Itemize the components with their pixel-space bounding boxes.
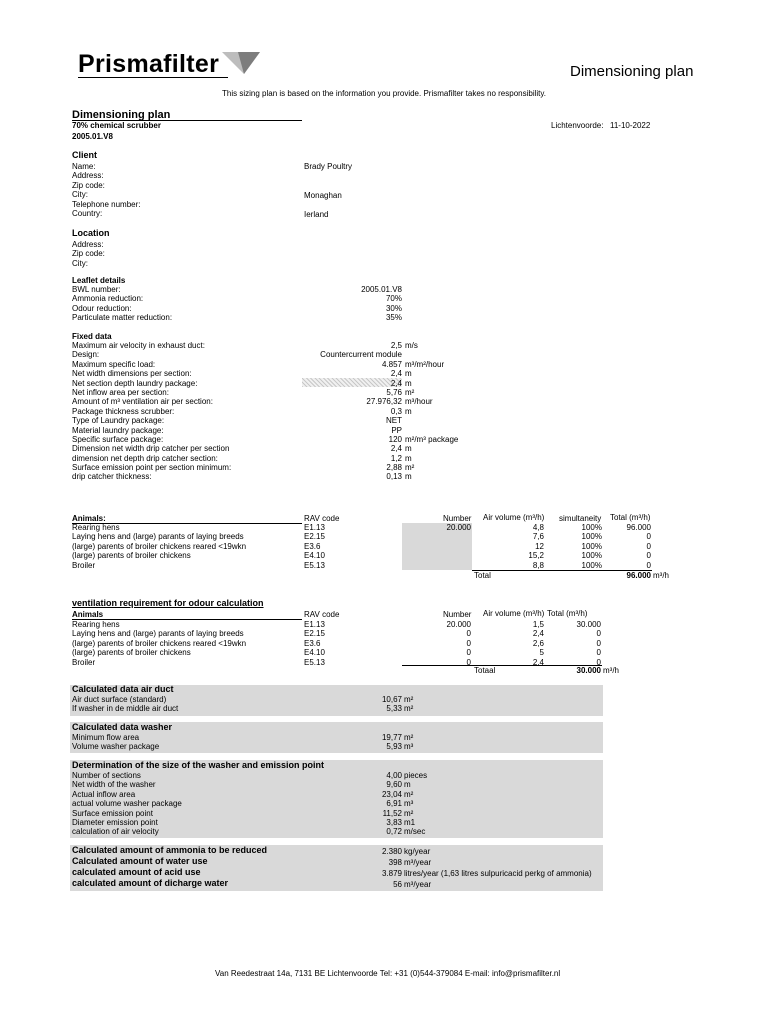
animal-sim: 100% [581,523,602,532]
amount-label: Calculated amount of water use [72,856,208,866]
odour-air [490,620,544,667]
odour-col-air: Air volume (m³/h) [483,609,545,618]
odour-col-number: Number [443,610,472,619]
fixed-label: Dimension net width drip catcher per section [72,444,230,454]
amount-label: Calculated amount of ammonia to be reduced [72,845,268,855]
size-labels [72,771,182,837]
fixed-value: 27.976,32 [366,397,402,407]
footer-contact: Van Reedestraat 14a, 7131 BE Lichtenvoorde Tel: +31 (0)544-379084 E-mail: info@prismafilter.nl [215,969,561,978]
odour-total-label: Totaal [474,666,496,675]
animal-air: 4,8 [532,523,544,532]
odour-total-unit: m³/h [603,666,619,675]
leaflet-value: 70% [385,294,402,304]
washer-units [404,733,413,752]
odour-rav: E2.15 [304,629,325,639]
fixed-label: Material laundry package: [72,425,164,435]
odour-col-rav: RAV code [304,610,340,619]
size-unit: m [404,780,411,790]
logo-underline [78,77,228,78]
animals-col-rav: RAV code [304,514,340,523]
odour-total: 0 [596,638,601,648]
animal-rav: E5.13 [304,560,325,570]
document-title: Dimensioning plan [570,63,694,80]
animals-total-unit: m³/h [653,571,669,580]
size-value: 11,52 [382,808,402,818]
animal-name: Rearing hens [72,523,120,532]
odour-total: 0 [596,629,601,639]
disclaimer: This sizing plan is based on the information you provide. Prismafilter takes no responsibility. [222,89,547,98]
fixed-value: 5,76 [386,387,402,397]
leaflet-label: Odour reduction: [72,303,132,313]
leaflet-value: 30% [385,303,402,313]
odour-rav: E3.6 [304,638,321,648]
fixed-value: 4.857 [381,359,402,369]
fixed-label: Specific surface package: [72,434,164,444]
animal-name: (large) parents of broiler chickens [72,551,191,561]
plan-code: 2005.01.V8 [72,132,113,141]
animal-total: 96.000 [626,523,651,532]
animals-air [490,523,544,570]
client-label: City: [72,190,88,200]
location-labels [72,240,105,268]
size-units [404,771,427,837]
animal-sim: 100% [581,560,602,570]
location-date-label: Lichtenvoorde: [551,121,604,130]
odour-air: 2,4 [532,657,544,667]
odour-total: 30.000 [576,620,601,629]
odour-animal-name: Rearing hens [72,620,120,629]
animal-rav: E3.6 [304,541,321,551]
animal-air: 8,8 [532,560,544,570]
fixed-value: PP [391,425,402,435]
amount-unit: litres/year (1,63 litres sulpuricacid perkg of ammonia) [404,869,592,878]
fixed-value: 1,2 [390,453,402,463]
leaflet-label: Ammonia reduction: [72,294,144,304]
animal-rav: E1.13 [304,523,325,532]
animal-air: 12 [535,541,544,551]
client-label: Name: [72,162,96,171]
odour-total-value: 30.000 [576,666,601,675]
amount-label: calculated amount of acid use [72,867,201,877]
washer-value: 19,77 [381,733,402,742]
fixed-label: Net width dimensions per section: [72,369,192,379]
size-value: 6,91 [386,799,402,809]
amount-unit: m³/year [404,858,432,867]
amount-unit: kg/year [404,847,431,856]
fixed-value: 2,4 [390,444,402,454]
location-label: Zip code: [72,249,105,259]
size-unit: m² [404,808,414,818]
plan-date: 11-10-2022 [610,121,651,130]
client-label: Telephone number: [72,199,141,209]
size-label: Diameter emission point [72,817,158,827]
fixed-label: Maximum air velocity in exhaust duct: [72,341,205,350]
amounts-units [404,847,592,891]
fixed-unit: m [405,406,412,416]
odour-rav [304,620,325,667]
fixed-units [405,341,458,482]
client-country: Ierland [304,210,329,219]
fixed-value: 2,4 [390,378,402,388]
client-label: Zip code: [72,180,105,190]
airduct-value: 10,67 [381,695,402,704]
fixed-unit [405,350,458,359]
animal-air: 15,2 [528,551,544,561]
animals-rav [304,523,325,570]
client-city: Monaghan [304,191,342,200]
fixed-unit: m [405,472,412,482]
prism-logo-icon [222,52,262,76]
odour-animal-name: Laying hens and (large) parants of laying breeds [72,629,244,639]
animal-number [402,542,471,551]
logo-text: Prismafilter [78,50,220,78]
plan-title: Dimensioning plan [72,109,171,121]
washer-title: Calculated data washer [72,722,173,732]
size-label: Net width of the washer [72,780,156,790]
odour-number: 0 [466,629,471,639]
animal-name: (large) parents of broiler chickens reared <19wkn [72,541,247,551]
fixed-label: Amount of m³ ventilation air per section: [72,397,213,407]
odour-air: 1,5 [532,620,544,629]
size-unit: m³ [404,799,414,809]
odour-number: 0 [466,648,471,658]
amount-value: 56 [393,880,402,889]
size-label: actual volume washer package [72,799,182,809]
amount-value: 3.879 [381,869,402,878]
odour-air: 2,6 [532,638,544,648]
odour-number [402,620,471,667]
animal-sim: 100% [581,541,602,551]
airduct-title: Calculated data air duct [72,684,174,694]
fixed-value: Countercurrent module [320,350,402,360]
airduct-values [350,695,402,714]
washer-values [350,733,402,752]
odour-animal-name: (large) parents of broiler chickens reared <19wkn [72,638,247,648]
animal-total: 0 [646,541,651,551]
size-value: 3,83 [386,817,402,827]
client-labels [72,162,141,218]
location-label: City: [72,258,88,268]
fixed-unit: m/s [405,341,418,350]
fixed-unit: m³/hour [405,397,433,407]
size-label: Number of sections [72,771,141,780]
animals-title: Animals: [72,514,106,523]
odour-air: 5 [539,648,544,658]
size-label: calculation of air velocity [72,827,159,837]
size-unit: m² [404,789,414,799]
odour-rav: E1.13 [304,620,325,629]
animal-total: 0 [646,532,651,542]
client-label: Address: [72,171,104,181]
odour-total: 0 [596,648,601,658]
plan-subtitle: 70% chemical scrubber [72,121,161,130]
fixed-unit: m [405,378,412,388]
odour-subtitle: Animals [72,610,104,619]
animals-total-value: 96.000 [626,571,651,580]
odour-names [72,620,246,667]
airduct-unit: m² [404,695,414,704]
washer-label: Volume washer package [72,742,160,752]
odour-title: ventilation requirement for odour calculation [72,598,264,608]
fixed-label: Maximum specific load: [72,359,156,369]
fixed-unit: m³/m²/hour [405,359,445,369]
fixed-value: 2,5 [390,341,402,350]
animals-col-sim: simultaneity [559,514,602,523]
airduct-unit: m² [404,704,414,714]
fixed-label: drip catcher thickness: [72,472,152,482]
size-unit: m1 [404,817,416,827]
amount-value: 2.380 [381,847,402,856]
leaflet-label: BWL number: [72,285,121,294]
animal-total: 0 [646,560,651,570]
fixed-value: 0,3 [390,406,402,416]
fixed-unit: m² [405,463,415,473]
fixed-label: Net section depth laundry package: [72,378,198,388]
amount-value: 398 [388,858,402,867]
washer-unit: m² [404,733,414,742]
animal-number [402,551,471,560]
fixed-unit: m [405,369,412,379]
fixed-label: dimension net depth drip catcher section: [72,453,218,463]
washer-value: 5,93 [386,742,402,752]
odour-total [550,620,601,667]
odour-col-total: Total (m³/h) [547,609,588,618]
washer-labels [72,733,159,752]
odour-rav: E5.13 [304,657,325,667]
size-label: Actual inflow area [72,789,136,799]
fixed-value: 2,88 [386,463,402,473]
odour-number: 0 [466,638,471,648]
size-title: Determination of the size of the washer and emission point [72,760,325,770]
leaflet-labels [72,285,172,323]
fixed-label: Surface emission point per section minimum: [72,463,232,473]
size-value: 9,60 [386,780,402,790]
odour-number: 0 [466,657,471,667]
airduct-label: Air duct surface (standard) [72,695,167,704]
animal-name: Broiler [72,560,96,570]
airduct-units [404,695,413,714]
animal-rav: E2.15 [304,532,325,542]
animals-col-air: Air volume (m³/h) [483,513,545,522]
washer-unit: m³ [404,742,414,752]
animal-sim: 100% [581,532,602,542]
odour-animal-name: Broiler [72,657,96,667]
fixed-value: 2,4 [390,369,402,379]
fixed-value: 120 [388,434,402,444]
airduct-label: If washer in de middle air duct [72,704,179,714]
leaflet-value: 35% [385,313,402,323]
size-label: Surface emission point [72,808,153,818]
animal-rav: E4.10 [304,551,325,561]
leaflet-title: Leaflet details [72,276,126,285]
fixed-label: Net inflow area per section: [72,387,169,397]
animals-col-number: Number [443,514,472,523]
amounts-values [350,847,402,891]
airduct-value: 5,33 [386,704,402,714]
size-values [350,771,402,837]
leaflet-values [300,285,402,323]
animals-number [402,523,471,570]
size-value: 4,00 [386,771,402,780]
washer-label: Minimum flow area [72,733,140,742]
client-name: Brady Poultry [304,162,353,171]
odour-rav: E4.10 [304,648,325,658]
leaflet-value: 2005.01.V8 [361,285,402,294]
size-unit: pieces [404,771,428,780]
fixed-unit: m²/m³ package [405,434,459,444]
odour-number: 20.000 [446,620,471,629]
fixed-title: Fixed data [72,332,112,341]
animals-col-total: Total (m³/h) [610,513,651,522]
fixed-labels [72,341,231,482]
fixed-value: NET [386,416,402,426]
odour-total: 0 [596,657,601,667]
fixed-unit [405,426,458,435]
amount-label: calculated amount of dicharge water [72,878,229,888]
amounts-labels [72,846,267,890]
animal-sim: 100% [581,551,602,561]
odour-air: 2,4 [532,629,544,639]
client-title: Client [72,150,98,160]
animal-number: 20.000 [446,523,471,532]
animal-name: Laying hens and (large) parants of laying breeds [72,532,244,542]
size-value: 0,72 [386,827,402,837]
leaflet-label: Particulate matter reduction: [72,313,173,323]
animals-names [72,523,246,570]
location-title: Location [72,228,110,238]
fixed-unit: m² [405,387,415,397]
amount-unit: m³/year [404,880,432,889]
animal-total: 0 [646,551,651,561]
animal-air: 7,6 [532,532,544,542]
animal-number [402,561,471,570]
fixed-unit: m [405,453,412,463]
fixed-values [300,341,402,482]
fixed-value: 0,13 [386,472,402,482]
fixed-label: Type of Laundry package: [72,416,165,426]
size-unit: m/sec [404,827,426,837]
fixed-label: Package thickness scrubber: [72,406,175,416]
location-label: Address: [72,240,104,249]
size-value: 23,04 [381,789,402,799]
fixed-unit [405,416,458,425]
animals-total-label: Total [474,571,491,580]
animals-total [610,523,651,570]
animal-number [402,532,471,541]
client-label: Country: [72,208,103,218]
airduct-labels [72,695,178,714]
odour-animal-name: (large) parents of broiler chickens [72,648,191,658]
fixed-unit: m [405,444,412,454]
fixed-label: Design: [72,350,100,360]
animals-sim [560,523,602,570]
